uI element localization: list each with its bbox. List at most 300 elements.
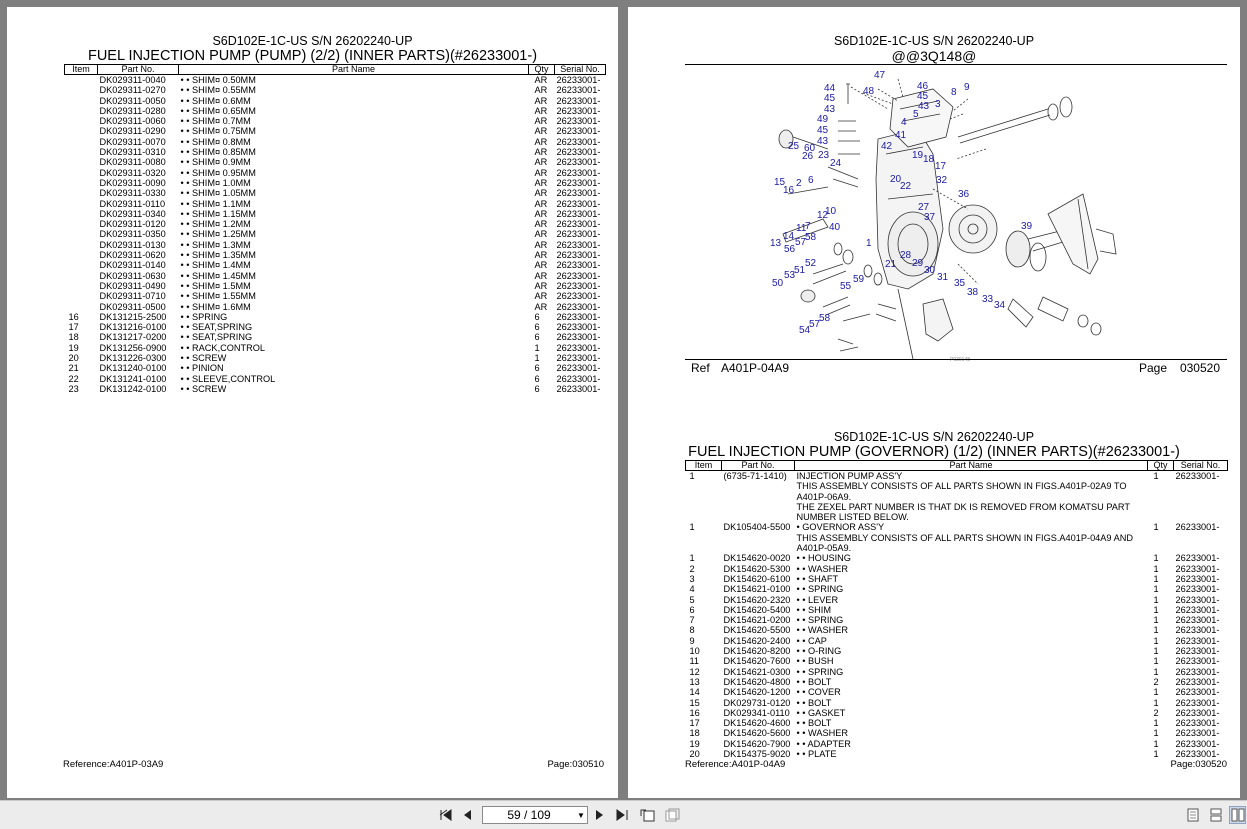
item-cell: 14 bbox=[689, 687, 700, 698]
part-no-cell: DK154620-2320 bbox=[723, 594, 791, 605]
first-page-button[interactable] bbox=[438, 806, 454, 824]
viewer-toolbar bbox=[0, 800, 1247, 829]
svg-text:52: 52 bbox=[805, 258, 817, 269]
col-part-no: Part No. bbox=[98, 65, 179, 75]
serial-cell: 26233001- bbox=[556, 136, 601, 147]
part-name-cell: • • SHAFT bbox=[796, 573, 839, 584]
table-row bbox=[65, 332, 606, 342]
part-no-cell bbox=[722, 502, 795, 523]
part-name-cell: • • PLATE bbox=[796, 749, 837, 760]
part-no-cell: DK029311-0340 bbox=[99, 208, 166, 219]
part-name-cell: • • SHIM¤ 1.35MM bbox=[180, 250, 256, 261]
qty-cell: 6 bbox=[534, 332, 540, 343]
svg-text:43: 43 bbox=[824, 104, 836, 115]
svg-text:57: 57 bbox=[795, 237, 807, 248]
page-label: Page bbox=[1138, 361, 1167, 375]
serial-cell: 26233001- bbox=[556, 250, 601, 261]
first-page-icon bbox=[439, 809, 453, 821]
serial-cell: 26233001- bbox=[1175, 635, 1220, 646]
qty-cell: AR bbox=[534, 270, 548, 281]
qty-cell: 2 bbox=[1153, 707, 1159, 718]
item-cell: 17 bbox=[689, 718, 700, 729]
part-no-cell: DK029311-0620 bbox=[99, 250, 166, 261]
qty-cell: 1 bbox=[1153, 656, 1159, 667]
item-cell: 1 bbox=[689, 522, 695, 533]
page-left bbox=[7, 7, 618, 798]
svg-text:31: 31 bbox=[937, 272, 949, 283]
part-no-cell: DK029311-0070 bbox=[99, 136, 166, 147]
part-no-cell: DK029311-0090 bbox=[99, 177, 166, 188]
svg-text:16: 16 bbox=[783, 185, 795, 196]
page-title: FUEL INJECTION PUMP (PUMP) (2/2) (INNER PARTS)(#26233001-) bbox=[87, 48, 538, 64]
serial-cell: 26233001- bbox=[556, 332, 601, 343]
part-no-cell: DK154620-6100 bbox=[723, 573, 791, 584]
serial-cell: 26233001- bbox=[556, 383, 601, 394]
qty-cell: AR bbox=[534, 301, 548, 312]
qty-cell: 1 bbox=[1153, 563, 1159, 574]
part-no-cell: DK154621-0200 bbox=[723, 615, 791, 626]
item-cell bbox=[65, 271, 98, 281]
table-row bbox=[65, 291, 606, 301]
qty-cell: 6 bbox=[534, 383, 540, 394]
serial-cell: 26233001- bbox=[556, 301, 601, 312]
serial-cell: 26233001- bbox=[556, 270, 601, 281]
part-name-cell: • • SHIM¤ 1.15MM bbox=[180, 208, 256, 219]
page-value: 030520 bbox=[1179, 361, 1220, 375]
item-cell: 21 bbox=[68, 363, 79, 374]
item-cell bbox=[65, 147, 98, 157]
svg-text:4: 4 bbox=[901, 117, 907, 128]
table-row bbox=[686, 636, 1228, 646]
qty-cell: 6 bbox=[534, 363, 540, 374]
item-cell bbox=[65, 219, 98, 229]
qty-cell: 1 bbox=[1153, 553, 1159, 564]
serial-cell: 26233001- bbox=[1175, 615, 1220, 626]
part-name-cell: • • SHIM¤ 1.55MM bbox=[180, 291, 256, 302]
ref-value: A401P-04A9 bbox=[721, 361, 790, 375]
col-item: Item bbox=[65, 65, 98, 75]
serial-cell: 26233001- bbox=[1175, 522, 1220, 533]
col-item: Item bbox=[686, 461, 722, 471]
item-cell: 5 bbox=[689, 594, 695, 605]
table-row bbox=[686, 749, 1228, 759]
qty-cell: 1 bbox=[1153, 666, 1159, 677]
part-no-cell: DK105404-5500 bbox=[723, 522, 791, 533]
item-cell: 20 bbox=[68, 353, 79, 364]
svg-text:44: 44 bbox=[824, 83, 836, 94]
serial-cell bbox=[1174, 502, 1228, 523]
svg-text:46: 46 bbox=[917, 81, 929, 92]
part-name-cell: • • SHIM¤ 0.85MM bbox=[180, 147, 256, 158]
svg-text:9: 9 bbox=[964, 82, 970, 93]
qty-cell: AR bbox=[534, 291, 548, 302]
serial-cell: 26233001- bbox=[1175, 625, 1220, 636]
qty-cell: 1 bbox=[534, 353, 540, 364]
table-row bbox=[686, 687, 1228, 697]
table-row bbox=[686, 677, 1228, 687]
item-cell: 12 bbox=[689, 666, 700, 677]
item-cell: 3 bbox=[689, 573, 695, 584]
table-row bbox=[65, 229, 606, 239]
qty-cell bbox=[1148, 533, 1174, 554]
part-name-cell: INJECTION PUMP ASS'Y bbox=[796, 471, 903, 481]
item-cell: 4 bbox=[689, 584, 695, 595]
serial-cell: 26233001- bbox=[556, 239, 601, 250]
last-page-button[interactable] bbox=[614, 806, 630, 824]
qty-cell: AR bbox=[534, 95, 548, 106]
part-name-cell: • • SHIM¤ 1.45MM bbox=[180, 270, 256, 281]
part-no-cell: DK131240-0100 bbox=[99, 363, 167, 374]
item-cell bbox=[65, 75, 98, 86]
item-cell bbox=[65, 85, 98, 95]
qty-cell: AR bbox=[534, 280, 548, 291]
serial-cell: 26233001- bbox=[556, 291, 601, 302]
qty-cell: 1 bbox=[1153, 749, 1159, 760]
serial-cell: 26233001- bbox=[556, 260, 601, 271]
part-no-cell: DK029311-0350 bbox=[99, 229, 166, 240]
serial-cell: 26233001- bbox=[1175, 563, 1220, 574]
table-row bbox=[65, 199, 606, 209]
table-row bbox=[65, 219, 606, 229]
item-cell bbox=[65, 250, 98, 260]
table-row bbox=[686, 522, 1228, 532]
table-row bbox=[65, 363, 606, 373]
part-no-cell: DK154375-9020 bbox=[723, 749, 791, 760]
single-page-view-button[interactable] bbox=[1185, 806, 1201, 824]
part-no-cell: DK029311-0130 bbox=[99, 239, 166, 250]
table-row bbox=[686, 728, 1228, 738]
serial-cell: 26233001- bbox=[1175, 728, 1220, 739]
part-no-cell: DK131256-0900 bbox=[99, 342, 167, 353]
part-name-cell: • • SHIM¤ 0.50MM bbox=[180, 75, 256, 85]
part-no-cell: DK029311-0710 bbox=[99, 291, 166, 302]
qty-cell: AR bbox=[534, 116, 548, 127]
item-cell bbox=[65, 188, 98, 198]
serial-cell: 26233001- bbox=[556, 311, 601, 322]
svg-text:22: 22 bbox=[900, 181, 912, 192]
part-name-cell: • • SHIM¤ 0.65MM bbox=[180, 105, 256, 116]
serial-cell: 26233001- bbox=[556, 322, 601, 333]
part-name-cell: • • WASHER bbox=[796, 563, 849, 574]
part-no-cell: DK029341-0110 bbox=[723, 707, 790, 718]
svg-text:21: 21 bbox=[885, 259, 897, 270]
item-cell: 7 bbox=[689, 615, 695, 626]
part-no-cell: DK154620-5300 bbox=[723, 563, 791, 574]
svg-text:27: 27 bbox=[918, 202, 930, 213]
part-name-cell: • • PINION bbox=[180, 363, 224, 374]
col-serial: Serial No. bbox=[1174, 461, 1228, 471]
svg-text:49: 49 bbox=[817, 114, 829, 125]
part-no-cell: DK154620-7600 bbox=[723, 656, 791, 667]
table-row bbox=[65, 240, 606, 250]
serial-cell: 26233001- bbox=[1175, 471, 1220, 481]
serial-cell: 26233001- bbox=[1175, 553, 1220, 564]
svg-text:35: 35 bbox=[954, 278, 966, 289]
part-no-cell: DK029311-0320 bbox=[99, 167, 166, 178]
qty-cell: 1 bbox=[1153, 615, 1159, 626]
table-row bbox=[686, 564, 1228, 574]
serial-cell: 26233001- bbox=[1175, 604, 1220, 615]
svg-text:51: 51 bbox=[794, 265, 806, 276]
svg-text:34: 34 bbox=[994, 300, 1006, 311]
part-no-cell: DK029731-0120 bbox=[723, 697, 791, 708]
part-no-cell: DK154620-1200 bbox=[723, 687, 791, 698]
item-cell: 16 bbox=[689, 707, 700, 718]
item-cell bbox=[65, 178, 98, 188]
qty-cell: AR bbox=[534, 219, 548, 230]
qty-cell: 1 bbox=[1153, 646, 1159, 657]
part-no-cell: DK029311-0310 bbox=[99, 147, 166, 158]
part-name-cell: THIS ASSEMBLY CONSISTS OF ALL PARTS SHOWN IN FIGS.A401P-02A9 TO A401P-06A9. bbox=[796, 481, 1127, 502]
figure-id: P030148 bbox=[950, 357, 971, 363]
qty-cell: 1 bbox=[534, 342, 540, 353]
table-row bbox=[686, 615, 1228, 625]
item-cell: 23 bbox=[68, 383, 79, 394]
part-name-cell: • • SPRING bbox=[796, 615, 844, 626]
item-cell bbox=[65, 126, 98, 136]
svg-text:55: 55 bbox=[840, 281, 852, 292]
item-cell bbox=[65, 281, 98, 291]
item-cell: 6 bbox=[689, 604, 695, 615]
part-name-cell: • • SPRING bbox=[180, 311, 228, 322]
serial-cell: 26233001- bbox=[556, 198, 601, 209]
table-row bbox=[65, 384, 606, 394]
part-name-cell: • • SPRING bbox=[796, 666, 844, 677]
table-row bbox=[65, 271, 606, 281]
part-no-cell bbox=[722, 481, 795, 502]
part-no-cell: DK029311-0080 bbox=[99, 157, 166, 168]
table-row bbox=[65, 157, 606, 167]
qty-cell: AR bbox=[534, 157, 548, 168]
part-no-cell: DK154620-5600 bbox=[723, 728, 791, 739]
table-row bbox=[686, 533, 1228, 554]
part-no-cell: DK131242-0100 bbox=[99, 383, 167, 394]
item-cell bbox=[65, 157, 98, 167]
svg-text:41: 41 bbox=[895, 130, 907, 141]
item-cell: 19 bbox=[689, 738, 700, 749]
rotate-back-button[interactable] bbox=[663, 806, 681, 824]
part-name-cell: • • SHIM¤ 1.25MM bbox=[180, 229, 256, 240]
part-name-cell: • • SCREW bbox=[180, 353, 227, 364]
serial-cell: 26233001- bbox=[1175, 707, 1220, 718]
svg-text:59: 59 bbox=[853, 274, 865, 285]
svg-text:54: 54 bbox=[799, 325, 811, 336]
qty-cell: AR bbox=[534, 188, 548, 199]
part-no-cell: DK131226-0300 bbox=[99, 353, 167, 364]
part-name-cell: • • BOLT bbox=[796, 697, 832, 708]
page-right bbox=[628, 7, 1240, 798]
item-cell: 19 bbox=[68, 342, 79, 353]
svg-text:39: 39 bbox=[1021, 221, 1033, 232]
svg-text:12: 12 bbox=[817, 210, 829, 221]
two-page-view-button[interactable] bbox=[1229, 806, 1246, 824]
svg-text:57: 57 bbox=[809, 319, 821, 330]
part-no-cell: DK029311-0500 bbox=[99, 301, 166, 312]
part-name-cell: • • SEAT,SPRING bbox=[180, 332, 253, 343]
qty-cell bbox=[1148, 481, 1174, 502]
svg-text:19: 19 bbox=[912, 150, 924, 161]
table-row bbox=[65, 312, 606, 322]
item-cell bbox=[65, 106, 98, 116]
qty-cell: AR bbox=[534, 105, 548, 116]
part-name-cell: • • SHIM¤ 1.0MM bbox=[180, 177, 251, 188]
item-cell: 22 bbox=[68, 373, 79, 384]
parts-table-2 bbox=[685, 460, 1228, 759]
table-row bbox=[65, 209, 606, 219]
serial-cell: 26233001- bbox=[556, 105, 601, 116]
serial-cell: 26233001- bbox=[556, 208, 601, 219]
part-name-cell: • • SHIM¤ 1.2MM bbox=[180, 219, 251, 230]
svg-text:6: 6 bbox=[808, 175, 814, 186]
item-cell bbox=[65, 199, 98, 209]
part-no-cell: DK029311-0140 bbox=[99, 260, 166, 271]
serial-cell: 26233001- bbox=[556, 363, 601, 374]
part-name-cell: THIS ASSEMBLY CONSISTS OF ALL PARTS SHOWN IN FIGS.A401P-04A9 AND A401P-05A9. bbox=[796, 532, 1133, 554]
ref-label: Ref bbox=[691, 361, 710, 375]
qty-cell: 1 bbox=[1153, 635, 1159, 646]
svg-text:25: 25 bbox=[788, 141, 800, 152]
item-cell bbox=[65, 291, 98, 301]
item-cell bbox=[65, 116, 98, 126]
part-no-cell: DK154620-8200 bbox=[723, 646, 791, 657]
next-page-button[interactable] bbox=[593, 806, 607, 824]
prev-page-button[interactable] bbox=[460, 806, 474, 824]
item-cell bbox=[65, 229, 98, 239]
qty-cell: 6 bbox=[534, 373, 540, 384]
table-row bbox=[686, 574, 1228, 584]
part-name-cell: • • SHIM¤ 0.7MM bbox=[180, 116, 251, 127]
model-header: S6D102E-1C-US S/N 26202240-UP bbox=[212, 34, 413, 48]
qty-cell: AR bbox=[534, 167, 548, 178]
part-name-cell: • • SHIM¤ 1.6MM bbox=[180, 301, 251, 312]
item-cell: 10 bbox=[689, 646, 700, 657]
item-cell bbox=[65, 302, 98, 312]
svg-text:3: 3 bbox=[935, 99, 941, 110]
serial-cell: 26233001- bbox=[1175, 573, 1220, 584]
part-name-cell: • • COVER bbox=[796, 687, 841, 698]
part-no-cell: DK029311-0050 bbox=[99, 95, 166, 106]
serial-cell: 26233001- bbox=[556, 373, 601, 384]
table-row bbox=[65, 178, 606, 188]
item-cell: 11 bbox=[689, 656, 700, 667]
svg-text:58: 58 bbox=[805, 232, 817, 243]
continuous-view-button[interactable] bbox=[1208, 806, 1224, 824]
table-row bbox=[686, 667, 1228, 677]
svg-text:30: 30 bbox=[924, 265, 936, 276]
part-no-cell: DK131215-2500 bbox=[99, 311, 167, 322]
serial-cell: 26233001- bbox=[1175, 594, 1220, 605]
item-cell bbox=[65, 168, 98, 178]
qty-cell: AR bbox=[534, 147, 548, 158]
item-cell: 8 bbox=[689, 625, 695, 636]
part-name-cell: • • SHIM¤ 1.5MM bbox=[180, 280, 251, 291]
rotate-icon bbox=[640, 808, 656, 822]
svg-text:1: 1 bbox=[866, 238, 872, 249]
qty-cell: AR bbox=[534, 85, 548, 96]
qty-cell: AR bbox=[534, 75, 548, 85]
serial-cell: 26233001- bbox=[1175, 584, 1220, 595]
part-name-cell: • • LEVER bbox=[796, 594, 839, 605]
qty-cell bbox=[1148, 502, 1174, 523]
item-cell bbox=[65, 137, 98, 147]
table-row bbox=[65, 281, 606, 291]
serial-cell: 26233001- bbox=[1175, 749, 1220, 760]
continuous-icon bbox=[1210, 808, 1222, 822]
part-name-cell: • • BOLT bbox=[796, 676, 832, 687]
item-cell: 1 bbox=[689, 471, 695, 481]
item-cell: 20 bbox=[689, 749, 700, 760]
svg-text:45: 45 bbox=[917, 91, 929, 102]
svg-text:50: 50 bbox=[772, 278, 784, 289]
last-page-icon bbox=[615, 809, 629, 821]
svg-text:43: 43 bbox=[817, 136, 829, 147]
part-no-cell: DK131241-0100 bbox=[99, 373, 167, 384]
item-cell: 9 bbox=[689, 635, 695, 646]
svg-text:33: 33 bbox=[982, 294, 994, 305]
part-name-cell: • • SLEEVE,CONTROL bbox=[180, 373, 276, 384]
item-cell bbox=[65, 240, 98, 250]
serial-cell: 26233001- bbox=[1175, 656, 1220, 667]
svg-text:24: 24 bbox=[830, 158, 842, 169]
svg-text:20: 20 bbox=[890, 174, 902, 185]
qty-cell: AR bbox=[534, 136, 548, 147]
qty-cell: 1 bbox=[1153, 697, 1159, 708]
part-no-cell: DK029311-0490 bbox=[99, 280, 166, 291]
part-no-cell: DK029311-0290 bbox=[99, 126, 166, 137]
qty-cell: AR bbox=[534, 250, 548, 261]
qty-cell: 6 bbox=[534, 322, 540, 333]
serial-cell: 26233001- bbox=[556, 95, 601, 106]
svg-text:8: 8 bbox=[951, 87, 957, 98]
table-row bbox=[686, 553, 1228, 563]
item-cell: 16 bbox=[68, 311, 79, 322]
part-no-cell: DK154620-0020 bbox=[723, 553, 791, 564]
item-cell: 2 bbox=[689, 563, 695, 574]
svg-text:10: 10 bbox=[825, 206, 837, 217]
part-name-cell: • • BUSH bbox=[796, 656, 834, 667]
rotate-button[interactable] bbox=[639, 806, 657, 824]
part-name-cell: • • SHIM bbox=[796, 604, 832, 615]
qty-cell: AR bbox=[534, 126, 548, 137]
svg-text:47: 47 bbox=[874, 70, 886, 81]
page-selector[interactable] bbox=[482, 806, 588, 824]
part-no-cell: DK154620-4800 bbox=[723, 676, 791, 687]
table-row bbox=[686, 605, 1228, 615]
serial-cell: 26233001- bbox=[1175, 687, 1220, 698]
table-row bbox=[686, 708, 1228, 718]
part-no-cell: DK029311-0120 bbox=[99, 219, 166, 230]
diagram-code: @@3Q148@ bbox=[891, 48, 977, 64]
serial-cell: 26233001- bbox=[556, 147, 601, 158]
qty-cell: AR bbox=[534, 229, 548, 240]
serial-cell: 26233001- bbox=[1175, 697, 1220, 708]
serial-cell: 26233001- bbox=[556, 229, 601, 240]
table-row bbox=[686, 739, 1228, 749]
qty-cell: AR bbox=[534, 198, 548, 209]
part-no-cell: DK029311-0280 bbox=[99, 105, 166, 116]
table-row bbox=[65, 116, 606, 126]
serial-cell: 26233001- bbox=[556, 188, 601, 199]
part-name-cell: • • CAP bbox=[796, 635, 827, 646]
part-no-cell: DK154620-7900 bbox=[723, 738, 791, 749]
table-row bbox=[686, 646, 1228, 656]
model-header-2: S6D102E-1C-US S/N 26202240-UP bbox=[833, 430, 1035, 444]
part-no-cell: DK029311-0630 bbox=[99, 270, 166, 281]
part-name-cell: • • RACK,CONTROL bbox=[180, 342, 266, 353]
page-footer: Page:030510 bbox=[547, 759, 604, 770]
table-row bbox=[65, 168, 606, 178]
table-row bbox=[686, 656, 1228, 666]
